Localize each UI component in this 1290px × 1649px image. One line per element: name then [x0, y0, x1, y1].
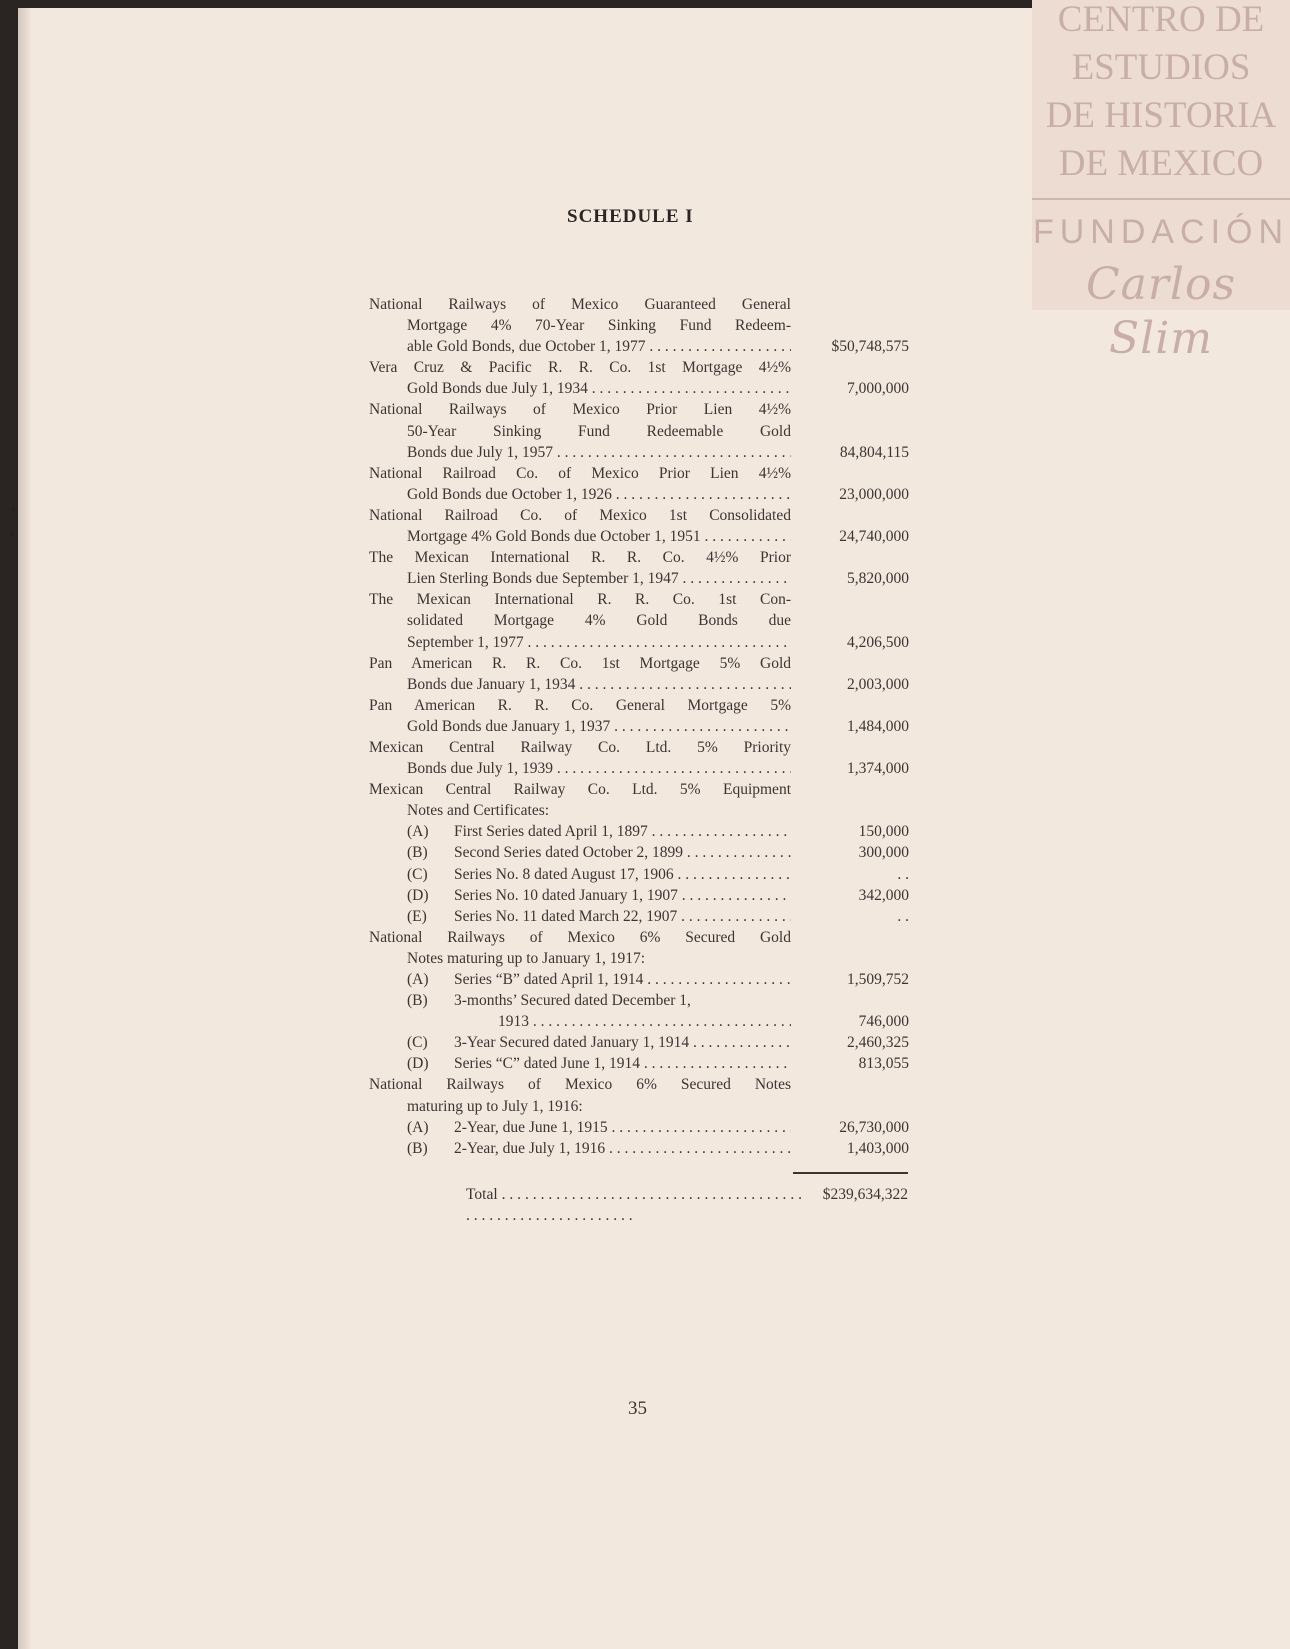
schedule-line	[369, 505, 909, 526]
schedule-line	[369, 1096, 909, 1117]
schedule-line	[369, 421, 909, 442]
line-text: The Mexican International R. R. Co. 1st Con-	[369, 591, 791, 609]
page-edge-shadow	[18, 8, 32, 1649]
schedule-line	[369, 399, 909, 420]
sub-item-text: (B) Second Series dated October 2, 1899 . . .	[407, 842, 791, 863]
sub-item	[369, 842, 909, 863]
sub-item	[369, 864, 909, 885]
line-text: Bonds due July 1, 1957 . . .	[407, 442, 791, 463]
sub-item-label: (A)	[407, 1118, 429, 1136]
line-amount: 24,740,000	[839, 528, 909, 546]
sub-item-text: (A) 2-Year, due June 1, 1915 . . .	[407, 1117, 791, 1138]
schedule-line	[369, 484, 909, 505]
schedule-line	[369, 547, 909, 568]
sub-item-label: (A)	[407, 971, 429, 988]
sub-item-text: (D) Series No. 10 dated January 1, 1907 . . .	[407, 885, 791, 906]
sub-item	[369, 1053, 909, 1074]
line-text: maturing up to July 1, 1916:	[407, 1097, 583, 1115]
margin-mark	[11, 507, 15, 511]
schedule-line	[369, 463, 909, 484]
line-text: National Railways of Mexico 6% Secured Notes	[369, 1076, 791, 1094]
sub-item-amount: 150,000	[858, 823, 909, 841]
line-text: Mortgage 4% Gold Bonds due October 1, 1951 . . .	[407, 526, 791, 547]
line-text: Gold Bonds due July 1, 1934 . . .	[407, 378, 791, 399]
watermark-line: DE HISTORIA	[1045, 95, 1277, 136]
sub-item-continuation	[369, 1011, 909, 1032]
schedule-line	[369, 737, 909, 758]
watermark-line: ESTUDIOS	[1071, 47, 1251, 88]
line-text: Lien Sterling Bonds due September 1, 1947 . . .	[407, 568, 791, 589]
sub-item-text: (C) 3-Year Secured dated January 1, 1914 . . .	[407, 1032, 791, 1053]
line-text: Mexican Central Railway Co. Ltd. 5% Equipment	[369, 781, 791, 799]
line-text: Bonds due July 1, 1939 . . .	[407, 758, 791, 779]
schedule-line	[369, 674, 909, 695]
schedule-line	[369, 1074, 909, 1095]
sub-item-text: (B) 2-Year, due July 1, 1916 . . .	[407, 1138, 791, 1159]
line-text: Gold Bonds due January 1, 1937 . . .	[407, 716, 791, 737]
line-text: National Railroad Co. of Mexico 1st Consolidated	[369, 506, 791, 524]
sub-item-amount: 26,730,000	[839, 1118, 909, 1136]
line-amount: 23,000,000	[839, 485, 909, 503]
watermark-line: DE MEXICO	[1058, 143, 1264, 184]
line-text: September 1, 1977 . . .	[407, 632, 791, 653]
line-amount: 5,820,000	[847, 570, 909, 588]
schedule-line	[369, 716, 909, 737]
sub-item-label: (A)	[407, 823, 429, 841]
schedule-line	[369, 442, 909, 463]
line-amount: 2,003,000	[847, 675, 909, 693]
line-text: National Railways of Mexico Prior Lien 4½%	[369, 401, 791, 419]
schedule-line	[369, 779, 909, 800]
line-text: solidated Mortgage 4% Gold Bonds due	[407, 612, 791, 630]
sub-item	[369, 1032, 909, 1053]
sub-item-amount: . .	[897, 865, 909, 883]
schedule-line	[369, 927, 909, 948]
line-text: 50-Year Sinking Fund Redeemable Gold	[407, 422, 791, 440]
line-amount: $50,748,575	[831, 338, 909, 356]
line-text: Vera Cruz & Pacific R. R. Co. 1st Mortgage 4½%	[369, 359, 791, 377]
sub-item-amount: 1,509,752	[847, 971, 909, 988]
schedule-line	[369, 800, 909, 821]
schedule-line	[369, 653, 909, 674]
sub-item-text: 1913 . . .	[498, 1011, 791, 1032]
sub-item-text: (A) Series “B” dated April 1, 1914 . . .	[407, 969, 791, 990]
schedule-line	[369, 378, 909, 399]
line-text: National Railroad Co. of Mexico Prior Lien 4½%	[369, 464, 791, 482]
schedule-line	[369, 526, 909, 547]
total-rule	[793, 1172, 908, 1174]
line-text: Bonds due January 1, 1934 . . .	[407, 674, 791, 695]
margin-mark	[11, 531, 14, 537]
page-number: 35	[628, 1398, 647, 1419]
sub-item-label: (B)	[407, 844, 428, 862]
schedule-line	[369, 294, 909, 315]
sub-item	[369, 990, 909, 1011]
schedule-line	[369, 610, 909, 631]
line-text: Pan American R. R. Co. 1st Mortgage 5% Gold	[369, 654, 791, 672]
sub-item-label: (B)	[407, 1139, 428, 1157]
sub-item-label: (C)	[407, 865, 428, 883]
schedule-table	[369, 294, 909, 1159]
total-amount: $239,634,322	[822, 1186, 908, 1203]
sub-item-amount: . .	[897, 907, 909, 925]
schedule-line	[369, 589, 909, 610]
sub-item-text: (C) Series No. 8 dated August 17, 1906 . . .	[407, 864, 791, 885]
watermark-divider	[1032, 198, 1290, 200]
sub-item-label: (C)	[407, 1034, 428, 1052]
watermark-foundation: FUNDACIÓN	[1032, 213, 1290, 251]
sub-item	[369, 969, 909, 990]
line-text: Notes maturing up to January 1, 1917:	[407, 949, 646, 967]
schedule-line	[369, 695, 909, 716]
line-text: National Railways of Mexico 6% Secured Gold	[369, 928, 791, 946]
schedule-line	[369, 336, 909, 357]
sub-item-amount: 746,000	[858, 1013, 909, 1031]
schedule-title: SCHEDULE I	[567, 206, 694, 227]
line-amount: 1,374,000	[847, 760, 909, 778]
watermark-line: CENTRO DE	[1057, 0, 1265, 40]
line-text: Gold Bonds due October 1, 1926 . . .	[407, 484, 791, 505]
line-text: Mortgage 4% 70-Year Sinking Fund Redeem-	[407, 317, 791, 335]
sub-item-amount: 342,000	[858, 886, 909, 904]
sub-item-amount: 300,000	[858, 844, 909, 862]
sub-item-amount: 1,403,000	[847, 1139, 909, 1157]
schedule-line	[369, 632, 909, 653]
schedule-line	[369, 948, 909, 969]
schedule-line	[369, 758, 909, 779]
total-row	[466, 1184, 908, 1205]
sub-item	[369, 1138, 909, 1159]
sub-item-amount: 813,055	[858, 1055, 909, 1073]
sub-item-text: (D) Series “C” dated June 1, 1914 . . .	[407, 1053, 791, 1074]
line-amount: 84,804,115	[839, 443, 909, 461]
watermark-signature: Carlos Slim	[1085, 259, 1237, 364]
line-text: Notes and Certificates:	[407, 802, 550, 820]
line-text: The Mexican International R. R. Co. 4½% Prior	[369, 549, 791, 567]
line-amount: 1,484,000	[847, 717, 909, 735]
sub-item	[369, 821, 909, 842]
line-amount: 7,000,000	[847, 380, 909, 398]
sub-item-label: (D)	[407, 1055, 429, 1073]
sub-item-text: (B) 3-months’ Secured dated December 1,	[407, 990, 791, 1011]
line-text: National Railways of Mexico Guaranteed General	[369, 296, 791, 313]
line-text: Mexican Central Railway Co. Ltd. 5% Priority	[369, 738, 791, 756]
sub-item-label: (B)	[407, 992, 428, 1010]
line-amount: 4,206,500	[847, 633, 909, 651]
sub-item-label: (E)	[407, 907, 427, 925]
sub-item-text: (E) Series No. 11 dated March 22, 1907 . . .	[407, 906, 791, 927]
sub-item	[369, 1117, 909, 1138]
archive-watermark	[1032, 0, 1290, 364]
schedule-line	[369, 357, 909, 378]
sub-item-text: (A) First Series dated April 1, 1897 . . .	[407, 821, 791, 842]
sub-item-amount: 2,460,325	[847, 1034, 909, 1052]
line-text: able Gold Bonds, due October 1, 1977 . . .	[407, 336, 791, 357]
schedule-line	[369, 315, 909, 336]
sub-item	[369, 906, 909, 927]
line-text: Pan American R. R. Co. General Mortgage 5%	[369, 696, 791, 714]
sub-item	[369, 885, 909, 906]
sub-item-label: (D)	[407, 886, 429, 904]
total-label: Total . . .	[466, 1184, 802, 1226]
schedule-line	[369, 568, 909, 589]
